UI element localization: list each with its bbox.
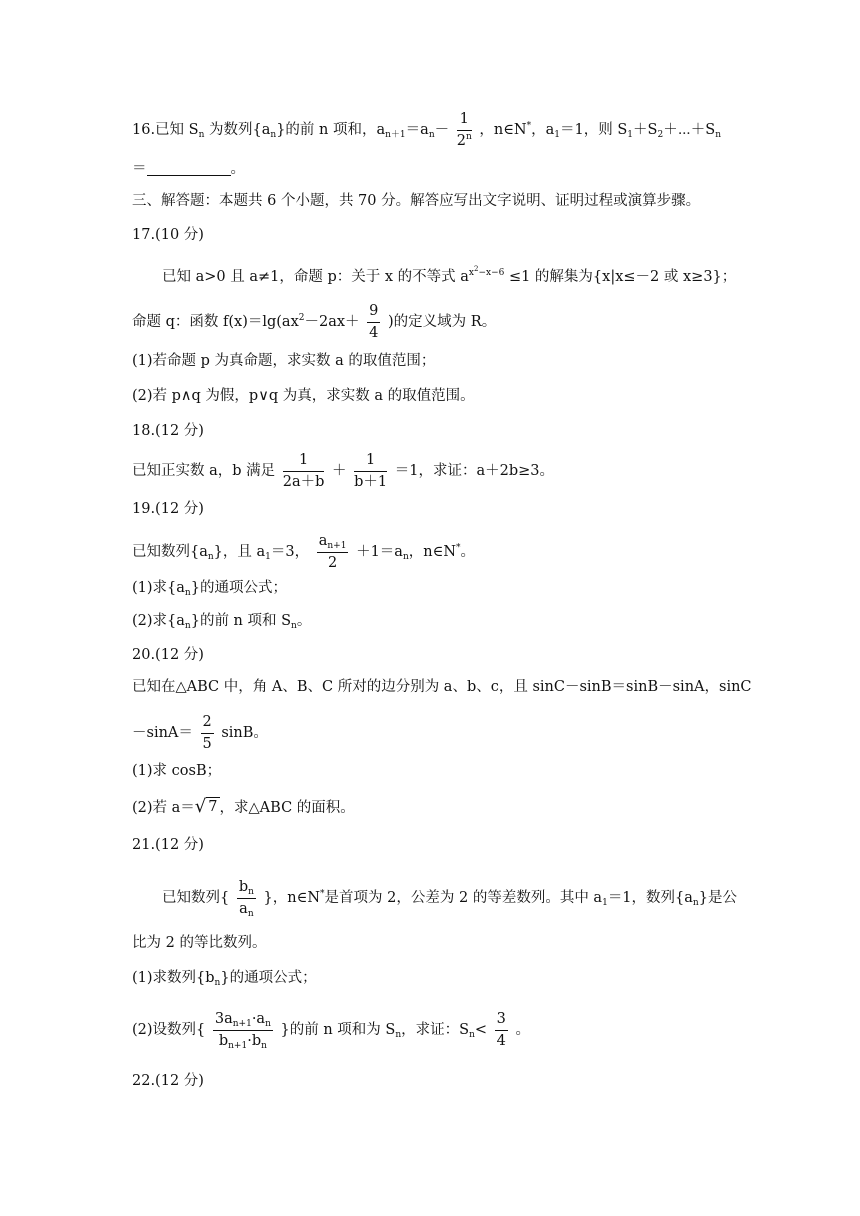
q17-line1: 已知 a>0 且 a≠1，命题 p：关于 x 的不等式 $a^{x^2-x-6} \le 1$ 的解集为{x|x≤－2 或 x≥3}；: [162, 265, 737, 285]
q21-part2: (2)设数列{ $\frac{3a_{n+1}\cdot a_n}{b_{n+1}\cdot b_n}$ }的前 n 项和为 $S_n$，求证：$S_n<$ $\frac{3}{4}$ 。: [132, 1011, 530, 1051]
q16-line2: ＝ 。: [132, 161, 245, 177]
q20-part2: (2)若 a＝ √ 7 ，求△ABC 的面积。: [132, 796, 355, 817]
q21-line2: 比为 2 的等比数列。: [132, 935, 267, 951]
answer-blank[interactable]: [147, 161, 231, 176]
q19-part2: (2)求$\{a_n\}$的前 n 项和 $S_n$。: [132, 613, 312, 631]
q20-line1: 已知在△ABC 中，角 A、B、C 所对的边分别为 a、b、c，且 sinC－sinB＝sinB－sinA，sinC: [132, 679, 752, 695]
q21-part1: (1)求数列$\{b_n\}$的通项公式；: [132, 970, 317, 988]
q18-fraction-2: $\frac{1}{b+1}$: [354, 452, 388, 490]
q20-part1: (1)求 cosB；: [132, 763, 222, 779]
section-heading: 三、解答题：本题共 6 个小题，共 70 分。解答应写出文字说明、证明过程或演算步骤。: [132, 193, 701, 209]
q16-line1: 16.已知 $S_n$ 为数列$\{a_n\}$的前 n 项和，$a_{n+1}=a_n-$ $\frac{1}{2^n}$ ，n∈N*，$a_1=1$，则 $S_1+S_2+\cdots+S_n$: [132, 111, 721, 149]
q19-heading: 19.(12 分): [132, 501, 204, 517]
square-root: √ 7: [194, 796, 218, 817]
q17-heading: 17.(10 分): [132, 227, 204, 243]
q21-line1: 已知数列{ $\frac{b_n}{a_n}$ }，n∈N*是首项为 2，公差为 2 的等差数列。其中 $a_1=1$，数列$\{a_n\}$是公: [162, 879, 737, 919]
q22-heading: 22.(12 分): [132, 1073, 204, 1089]
q21-part2-fraction: $\frac{3a_{n+1}\cdot a_n}{b_{n+1}\cdot b_n}$: [214, 1011, 271, 1051]
q18-line1: 已知正实数 a，b 满足 $\frac{1}{2a+b}$ ＋ $\frac{1}{b+1}$ ＝1，求证：a＋2b≥3。: [132, 452, 555, 490]
q16-fraction: $\frac{1}{2^n}$: [456, 111, 472, 149]
q19-fraction: $\frac{a_{n+1}}{2}$: [318, 533, 347, 571]
q17-fraction: $\frac{9}{4}$: [369, 303, 379, 341]
q18-fraction-1: $\frac{1}{2a+b}$: [282, 452, 325, 490]
q20-fraction: $\frac{2}{5}$: [202, 714, 212, 752]
q19-line1: 已知数列$\{a_n\}$，且 $a_1=3$， $\frac{a_{n+1}}{2}$ $+1=a_n$，n∈N*。: [132, 533, 476, 571]
q17-part1: (1)若命题 p 为真命题，求实数 a 的取值范围；: [132, 353, 436, 369]
q21-heading: 21.(12 分): [132, 837, 204, 853]
q21-fraction: $\frac{b_n}{a_n}$: [238, 879, 254, 919]
q18-heading: 18.(12 分): [132, 423, 204, 439]
q17-part2: (2)若 p∧q 为假，p∨q 为真，求实数 a 的取值范围。: [132, 388, 475, 404]
q19-part1: (1)求$\{a_n\}$的通项公式；: [132, 580, 287, 598]
q17-line2: 命题 q：函数 $f(x)=\lg(ax^2-2ax+$ $\frac{9}{4}$ )的定义域为 R。: [132, 303, 497, 341]
q20-line2: －sinA＝ $\frac{2}{5}$ sinB。: [132, 714, 268, 752]
q20-heading: 20.(12 分): [132, 647, 204, 663]
q21-bound-fraction: $\frac{3}{4}$: [496, 1011, 506, 1049]
